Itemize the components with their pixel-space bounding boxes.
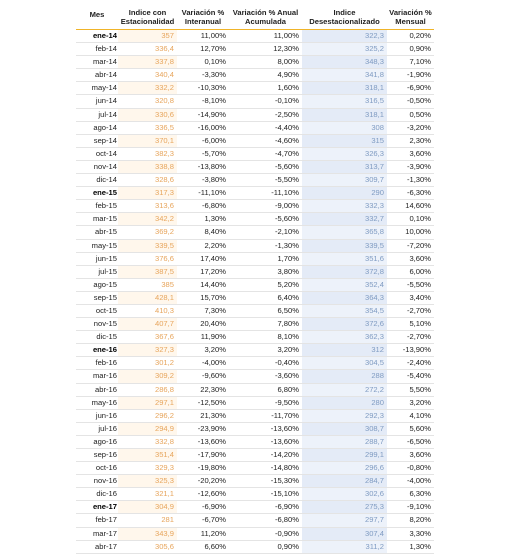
cell-variacion-anual-acumulada: 1,60% (229, 82, 302, 95)
cell-variacion-mensual: 3,60% (387, 147, 434, 160)
cell-mes: abr-14 (76, 69, 118, 82)
cell-variacion-anual-acumulada: -6,80% (229, 514, 302, 527)
table-row (76, 160, 434, 173)
cell-mes: ene-14 (76, 30, 118, 43)
cell-mes: jun-16 (76, 409, 118, 422)
cell-mes: nov-14 (76, 160, 118, 173)
cell-variacion-mensual: -3,90% (387, 160, 434, 173)
cell-variacion-mensual: 0,50% (387, 108, 434, 121)
cell-indice-desestacionalizado: 284,7 (302, 475, 387, 488)
cell-indice-estacionalidad: 327,3 (118, 344, 177, 357)
cell-variacion-anual-acumulada: -9,50% (229, 396, 302, 409)
table-header (76, 2, 434, 30)
cell-variacion-anual-acumulada: -5,60% (229, 160, 302, 173)
table-row (76, 304, 434, 317)
cell-indice-estacionalidad: 351,4 (118, 449, 177, 462)
cell-variacion-interanual: -23,90% (177, 422, 229, 435)
cell-variacion-interanual: 20,40% (177, 318, 229, 331)
cell-indice-desestacionalizado: 332,7 (302, 213, 387, 226)
cell-indice-desestacionalizado: 318,1 (302, 108, 387, 121)
cell-mes: feb-17 (76, 514, 118, 527)
cell-variacion-mensual: -6,90% (387, 82, 434, 95)
cell-variacion-mensual: 14,60% (387, 200, 434, 213)
cell-indice-estacionalidad: 382,3 (118, 147, 177, 160)
cell-indice-estacionalidad: 325,3 (118, 475, 177, 488)
cell-variacion-mensual: -6,50% (387, 435, 434, 448)
cell-indice-estacionalidad: 329,3 (118, 462, 177, 475)
cell-variacion-interanual: -12,50% (177, 396, 229, 409)
cell-variacion-anual-acumulada: -15,30% (229, 475, 302, 488)
cell-indice-desestacionalizado: 288,7 (302, 435, 387, 448)
header-mes[interactable]: Mes (76, 2, 118, 30)
cell-variacion-interanual: -5,70% (177, 147, 229, 160)
cell-indice-desestacionalizado: 311,2 (302, 540, 387, 553)
table-row (76, 422, 434, 435)
cell-indice-desestacionalizado: 288 (302, 370, 387, 383)
cell-indice-estacionalidad: 328,6 (118, 174, 177, 187)
cell-mes: dic-15 (76, 331, 118, 344)
cell-indice-estacionalidad: 296,2 (118, 409, 177, 422)
cell-variacion-interanual: -10,30% (177, 82, 229, 95)
cell-indice-estacionalidad: 387,5 (118, 265, 177, 278)
table-row (76, 475, 434, 488)
cell-variacion-anual-acumulada: 6,40% (229, 291, 302, 304)
cell-variacion-mensual: 1,30% (387, 540, 434, 553)
cell-mes: feb-16 (76, 357, 118, 370)
cell-indice-estacionalidad: 301,2 (118, 357, 177, 370)
cell-variacion-anual-acumulada: 6,80% (229, 383, 302, 396)
cell-mes: ago-14 (76, 121, 118, 134)
cell-indice-estacionalidad: 376,6 (118, 252, 177, 265)
cell-variacion-interanual: 11,20% (177, 527, 229, 540)
cell-variacion-interanual: -11,10% (177, 187, 229, 200)
cell-indice-desestacionalizado: 351,6 (302, 252, 387, 265)
cell-variacion-mensual: 4,10% (387, 409, 434, 422)
cell-indice-estacionalidad: 321,1 (118, 488, 177, 501)
data-table (76, 2, 434, 554)
table-row (76, 462, 434, 475)
cell-mes: abr-15 (76, 226, 118, 239)
cell-variacion-anual-acumulada: -2,10% (229, 226, 302, 239)
cell-indice-estacionalidad: 317,3 (118, 187, 177, 200)
cell-variacion-mensual: 3,30% (387, 527, 434, 540)
cell-indice-desestacionalizado: 322,3 (302, 30, 387, 43)
cell-variacion-mensual: 3,60% (387, 449, 434, 462)
cell-variacion-anual-acumulada: -3,60% (229, 370, 302, 383)
cell-variacion-anual-acumulada: -5,50% (229, 174, 302, 187)
cell-variacion-interanual: -6,80% (177, 200, 229, 213)
cell-variacion-interanual: 11,90% (177, 331, 229, 344)
cell-indice-desestacionalizado: 372,8 (302, 265, 387, 278)
cell-indice-desestacionalizado: 272,2 (302, 383, 387, 396)
cell-indice-desestacionalizado: 332,3 (302, 200, 387, 213)
cell-variacion-mensual: -4,00% (387, 475, 434, 488)
cell-indice-estacionalidad: 369,2 (118, 226, 177, 239)
cell-variacion-anual-acumulada: 1,70% (229, 252, 302, 265)
table-row (76, 226, 434, 239)
table-row (76, 409, 434, 422)
cell-variacion-mensual: 5,50% (387, 383, 434, 396)
cell-mes: mar-15 (76, 213, 118, 226)
cell-indice-estacionalidad: 343,9 (118, 527, 177, 540)
cell-indice-estacionalidad: 357 (118, 30, 177, 43)
cell-variacion-mensual: -2,70% (387, 304, 434, 317)
cell-indice-estacionalidad: 407,7 (118, 318, 177, 331)
cell-variacion-anual-acumulada: -11,70% (229, 409, 302, 422)
cell-indice-desestacionalizado: 326,3 (302, 147, 387, 160)
cell-variacion-mensual: -2,70% (387, 331, 434, 344)
cell-variacion-mensual: 10,00% (387, 226, 434, 239)
cell-variacion-anual-acumulada: -4,60% (229, 134, 302, 147)
cell-mes: may-15 (76, 239, 118, 252)
cell-mes: may-14 (76, 82, 118, 95)
cell-variacion-interanual: 1,30% (177, 213, 229, 226)
cell-variacion-interanual: 21,30% (177, 409, 229, 422)
table-row (76, 69, 434, 82)
cell-indice-estacionalidad: 385 (118, 278, 177, 291)
cell-variacion-mensual: -5,50% (387, 278, 434, 291)
cell-indice-estacionalidad: 330,6 (118, 108, 177, 121)
cell-mes: ago-16 (76, 435, 118, 448)
cell-indice-estacionalidad: 370,1 (118, 134, 177, 147)
table-row (76, 95, 434, 108)
cell-indice-desestacionalizado: 325,2 (302, 43, 387, 56)
cell-variacion-mensual: 3,60% (387, 252, 434, 265)
cell-indice-estacionalidad: 428,1 (118, 291, 177, 304)
cell-indice-desestacionalizado: 339,5 (302, 239, 387, 252)
table-row (76, 383, 434, 396)
cell-variacion-interanual: -19,80% (177, 462, 229, 475)
cell-indice-desestacionalizado: 365,8 (302, 226, 387, 239)
table-row (76, 213, 434, 226)
cell-variacion-interanual: -12,60% (177, 488, 229, 501)
table-row (76, 435, 434, 448)
cell-variacion-anual-acumulada: 0,90% (229, 540, 302, 553)
table-row (76, 252, 434, 265)
cell-mes: nov-15 (76, 318, 118, 331)
cell-variacion-anual-acumulada: -14,80% (229, 462, 302, 475)
cell-indice-desestacionalizado: 362,3 (302, 331, 387, 344)
cell-indice-desestacionalizado: 292,3 (302, 409, 387, 422)
cell-indice-estacionalidad: 336,4 (118, 43, 177, 56)
table-row (76, 265, 434, 278)
cell-indice-desestacionalizado: 308,7 (302, 422, 387, 435)
table-row (76, 291, 434, 304)
cell-variacion-interanual: 17,40% (177, 252, 229, 265)
cell-indice-estacionalidad: 305,6 (118, 540, 177, 553)
table-row (76, 501, 434, 514)
cell-variacion-interanual: -6,90% (177, 501, 229, 514)
cell-variacion-anual-acumulada: -2,50% (229, 108, 302, 121)
cell-indice-desestacionalizado: 275,3 (302, 501, 387, 514)
table-row (76, 344, 434, 357)
cell-mes: sep-14 (76, 134, 118, 147)
cell-indice-estacionalidad: 332,2 (118, 82, 177, 95)
cell-mes: mar-16 (76, 370, 118, 383)
cell-indice-estacionalidad: 337,8 (118, 56, 177, 69)
cell-variacion-interanual: 15,70% (177, 291, 229, 304)
cell-mes: oct-14 (76, 147, 118, 160)
table-row (76, 30, 434, 43)
cell-mes: abr-16 (76, 383, 118, 396)
cell-indice-desestacionalizado: 315 (302, 134, 387, 147)
cell-variacion-mensual: -9,10% (387, 501, 434, 514)
cell-variacion-anual-acumulada: 3,80% (229, 265, 302, 278)
cell-variacion-interanual: 11,00% (177, 30, 229, 43)
cell-variacion-mensual: 3,40% (387, 291, 434, 304)
table-row (76, 82, 434, 95)
cell-variacion-mensual: 5,10% (387, 318, 434, 331)
cell-indice-desestacionalizado: 341,8 (302, 69, 387, 82)
cell-mes: jun-15 (76, 252, 118, 265)
cell-mes: ene-16 (76, 344, 118, 357)
cell-variacion-interanual: -13,80% (177, 160, 229, 173)
cell-variacion-interanual: 7,30% (177, 304, 229, 317)
cell-indice-estacionalidad: 297,1 (118, 396, 177, 409)
cell-variacion-interanual: -4,00% (177, 357, 229, 370)
table-row (76, 488, 434, 501)
cell-variacion-anual-acumulada: -14,20% (229, 449, 302, 462)
cell-variacion-mensual: 0,10% (387, 213, 434, 226)
cell-indice-estacionalidad: 336,5 (118, 121, 177, 134)
cell-variacion-interanual: 0,10% (177, 56, 229, 69)
cell-indice-estacionalidad: 320,8 (118, 95, 177, 108)
cell-indice-desestacionalizado: 312 (302, 344, 387, 357)
table-row (76, 121, 434, 134)
cell-variacion-interanual: -3,30% (177, 69, 229, 82)
cell-variacion-interanual: -6,70% (177, 514, 229, 527)
cell-indice-desestacionalizado: 299,1 (302, 449, 387, 462)
cell-variacion-anual-acumulada: 8,00% (229, 56, 302, 69)
header-variacion-anual-acumulada[interactable]: Variación % Anual Acumulada (229, 2, 302, 30)
cell-variacion-mensual: -3,20% (387, 121, 434, 134)
cell-mes: feb-14 (76, 43, 118, 56)
header-indice-desestacionalizado[interactable]: Indice Desestacionalizado (302, 2, 387, 30)
cell-variacion-interanual: -8,10% (177, 95, 229, 108)
cell-mes: jul-15 (76, 265, 118, 278)
cell-indice-desestacionalizado: 372,6 (302, 318, 387, 331)
cell-variacion-interanual: 8,40% (177, 226, 229, 239)
cell-variacion-interanual: -17,90% (177, 449, 229, 462)
cell-variacion-mensual: -0,80% (387, 462, 434, 475)
cell-mes: abr-17 (76, 540, 118, 553)
table-row (76, 357, 434, 370)
cell-variacion-anual-acumulada: 6,50% (229, 304, 302, 317)
cell-variacion-anual-acumulada: -9,00% (229, 200, 302, 213)
table-row (76, 449, 434, 462)
cell-variacion-mensual: 2,30% (387, 134, 434, 147)
cell-variacion-anual-acumulada: -0,90% (229, 527, 302, 540)
cell-indice-desestacionalizado: 297,7 (302, 514, 387, 527)
cell-mes: feb-15 (76, 200, 118, 213)
cell-indice-desestacionalizado: 316,5 (302, 95, 387, 108)
cell-indice-estacionalidad: 342,2 (118, 213, 177, 226)
cell-variacion-interanual: -9,60% (177, 370, 229, 383)
cell-mes: mar-17 (76, 527, 118, 540)
cell-variacion-interanual: -16,00% (177, 121, 229, 134)
table-row (76, 239, 434, 252)
cell-mes: dic-16 (76, 488, 118, 501)
cell-mes: ene-17 (76, 501, 118, 514)
table-row (76, 540, 434, 553)
cell-variacion-mensual: -0,50% (387, 95, 434, 108)
cell-indice-estacionalidad: 286,8 (118, 383, 177, 396)
cell-variacion-anual-acumulada: 11,00% (229, 30, 302, 43)
cell-indice-estacionalidad: 367,6 (118, 331, 177, 344)
header-variacion-mensual[interactable]: Variación % Mensual (387, 2, 434, 30)
cell-mes: oct-15 (76, 304, 118, 317)
cell-indice-estacionalidad: 338,8 (118, 160, 177, 173)
cell-variacion-mensual: 5,60% (387, 422, 434, 435)
cell-variacion-mensual: 0,90% (387, 43, 434, 56)
table-row (76, 43, 434, 56)
cell-variacion-anual-acumulada: -13,60% (229, 422, 302, 435)
table-row (76, 200, 434, 213)
cell-mes: may-16 (76, 396, 118, 409)
table-row (76, 147, 434, 160)
cell-variacion-mensual: -1,90% (387, 69, 434, 82)
cell-mes: jul-16 (76, 422, 118, 435)
cell-variacion-anual-acumulada: 7,80% (229, 318, 302, 331)
cell-variacion-interanual: -6,00% (177, 134, 229, 147)
cell-variacion-interanual: -13,60% (177, 435, 229, 448)
cell-variacion-interanual: 14,40% (177, 278, 229, 291)
cell-indice-estacionalidad: 294,9 (118, 422, 177, 435)
header-indice-estacionalidad[interactable]: Indice con Estacionalidad (118, 2, 177, 30)
table-body (76, 30, 434, 554)
cell-mes: mar-14 (76, 56, 118, 69)
data-table-container (76, 2, 434, 554)
cell-variacion-anual-acumulada: 3,20% (229, 344, 302, 357)
table-row (76, 514, 434, 527)
cell-mes: sep-16 (76, 449, 118, 462)
cell-indice-desestacionalizado: 352,4 (302, 278, 387, 291)
table-row (76, 56, 434, 69)
cell-indice-desestacionalizado: 307,4 (302, 527, 387, 540)
cell-mes: nov-16 (76, 475, 118, 488)
cell-indice-estacionalidad: 309,2 (118, 370, 177, 383)
cell-indice-desestacionalizado: 354,5 (302, 304, 387, 317)
cell-variacion-interanual: -20,20% (177, 475, 229, 488)
cell-variacion-mensual: 6,30% (387, 488, 434, 501)
table-row (76, 331, 434, 344)
cell-variacion-mensual: 0,20% (387, 30, 434, 43)
cell-variacion-mensual: -6,30% (387, 187, 434, 200)
cell-variacion-mensual: -5,40% (387, 370, 434, 383)
cell-indice-desestacionalizado: 296,6 (302, 462, 387, 475)
cell-variacion-interanual: -14,90% (177, 108, 229, 121)
cell-variacion-anual-acumulada: -15,10% (229, 488, 302, 501)
table-row (76, 318, 434, 331)
table-row (76, 174, 434, 187)
cell-indice-estacionalidad: 410,3 (118, 304, 177, 317)
cell-indice-desestacionalizado: 348,3 (302, 56, 387, 69)
cell-variacion-mensual: -1,30% (387, 174, 434, 187)
cell-variacion-anual-acumulada: -1,30% (229, 239, 302, 252)
cell-variacion-interanual: 2,20% (177, 239, 229, 252)
cell-variacion-mensual: 6,00% (387, 265, 434, 278)
cell-indice-desestacionalizado: 313,7 (302, 160, 387, 173)
cell-mes: ago-15 (76, 278, 118, 291)
cell-variacion-anual-acumulada: -0,40% (229, 357, 302, 370)
cell-variacion-interanual: 17,20% (177, 265, 229, 278)
cell-variacion-anual-acumulada: -5,60% (229, 213, 302, 226)
table-row (76, 396, 434, 409)
cell-variacion-mensual: 3,20% (387, 396, 434, 409)
cell-indice-estacionalidad: 340,4 (118, 69, 177, 82)
cell-mes: dic-14 (76, 174, 118, 187)
cell-indice-estacionalidad: 313,6 (118, 200, 177, 213)
header-row (76, 2, 434, 30)
table-row (76, 108, 434, 121)
cell-indice-desestacionalizado: 308 (302, 121, 387, 134)
cell-indice-desestacionalizado: 309,7 (302, 174, 387, 187)
cell-variacion-anual-acumulada: -13,60% (229, 435, 302, 448)
cell-variacion-mensual: -13,90% (387, 344, 434, 357)
header-variacion-interanual[interactable]: Variación % Interanual (177, 2, 229, 30)
cell-variacion-interanual: 3,20% (177, 344, 229, 357)
cell-variacion-anual-acumulada: -4,70% (229, 147, 302, 160)
cell-variacion-anual-acumulada: 12,30% (229, 43, 302, 56)
cell-mes: jul-14 (76, 108, 118, 121)
cell-indice-desestacionalizado: 364,3 (302, 291, 387, 304)
cell-indice-desestacionalizado: 280 (302, 396, 387, 409)
cell-indice-desestacionalizado: 318,1 (302, 82, 387, 95)
cell-indice-estacionalidad: 304,9 (118, 501, 177, 514)
cell-indice-estacionalidad: 281 (118, 514, 177, 527)
cell-variacion-anual-acumulada: 4,90% (229, 69, 302, 82)
table-row (76, 278, 434, 291)
cell-indice-estacionalidad: 332,8 (118, 435, 177, 448)
cell-variacion-interanual: -3,80% (177, 174, 229, 187)
cell-mes: ene-15 (76, 187, 118, 200)
cell-mes: jun-14 (76, 95, 118, 108)
cell-variacion-mensual: 8,20% (387, 514, 434, 527)
table-row (76, 187, 434, 200)
table-row (76, 370, 434, 383)
cell-variacion-anual-acumulada: -4,40% (229, 121, 302, 134)
cell-variacion-anual-acumulada: 8,10% (229, 331, 302, 344)
cell-indice-desestacionalizado: 302,6 (302, 488, 387, 501)
cell-mes: oct-16 (76, 462, 118, 475)
cell-variacion-mensual: -7,20% (387, 239, 434, 252)
cell-variacion-anual-acumulada: 5,20% (229, 278, 302, 291)
table-row (76, 527, 434, 540)
cell-variacion-anual-acumulada: -11,10% (229, 187, 302, 200)
cell-variacion-mensual: 7,10% (387, 56, 434, 69)
cell-variacion-interanual: 22,30% (177, 383, 229, 396)
cell-indice-desestacionalizado: 290 (302, 187, 387, 200)
cell-variacion-mensual: -2,40% (387, 357, 434, 370)
cell-indice-estacionalidad: 339,5 (118, 239, 177, 252)
cell-variacion-interanual: 12,70% (177, 43, 229, 56)
cell-variacion-anual-acumulada: -6,90% (229, 501, 302, 514)
cell-indice-desestacionalizado: 304,5 (302, 357, 387, 370)
cell-variacion-anual-acumulada: -0,10% (229, 95, 302, 108)
cell-variacion-interanual: 6,60% (177, 540, 229, 553)
cell-mes: sep-15 (76, 291, 118, 304)
table-row (76, 134, 434, 147)
